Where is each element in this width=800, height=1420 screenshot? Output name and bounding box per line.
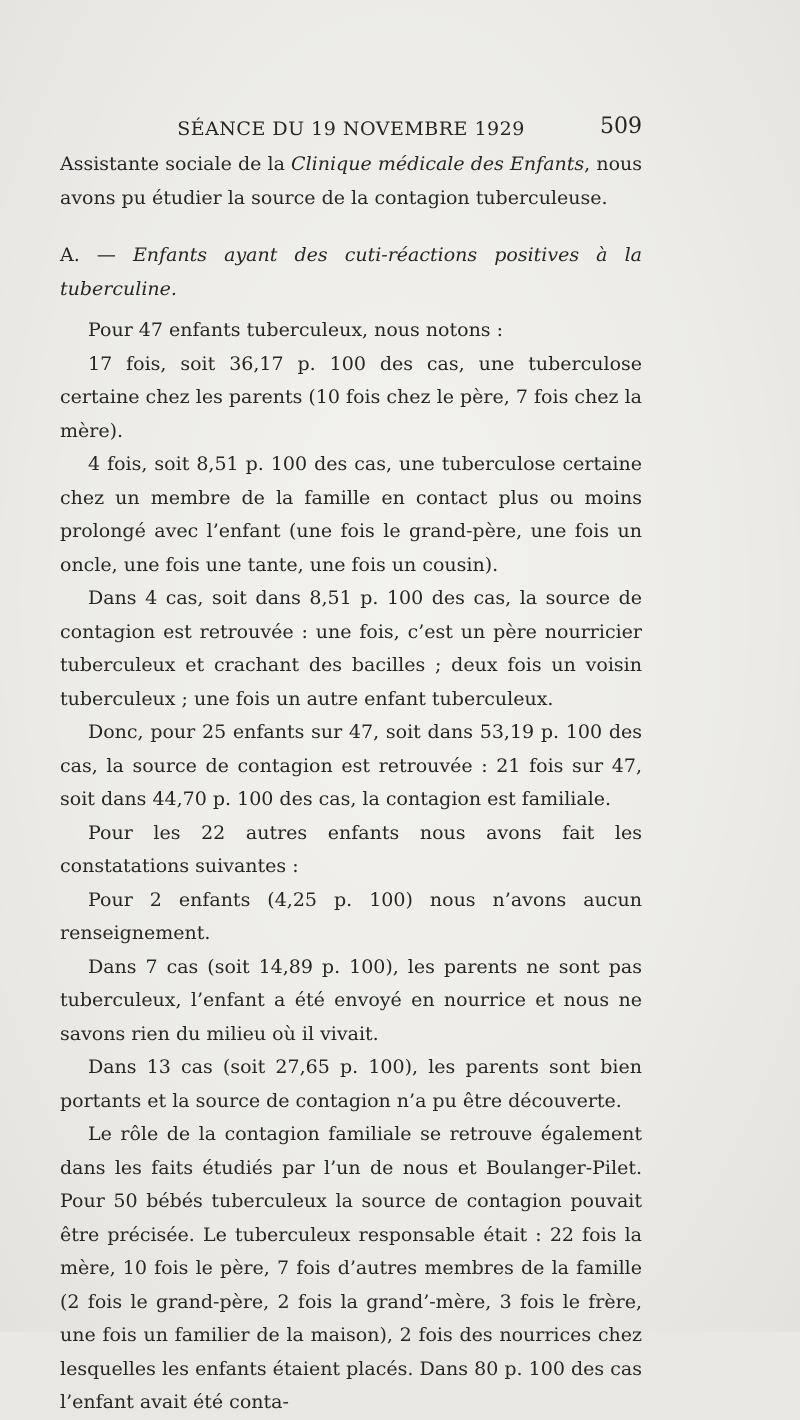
page-number: 509 — [600, 114, 642, 139]
paragraph-intro-text-start: Assistante sociale de la — [60, 153, 292, 175]
paragraph: Dans 4 cas, soit dans 8,51 p. 100 des cas, la source de contagion est retrouvée : une fois, c’est un père nourricier tuberculeux et crachant des bacilles ; deux fois un voisin tuberculeux ; une fois un autre enfant tuberculeux. — [60, 587, 642, 710]
paragraph: Pour 47 enfants tuberculeux, nous notons : — [88, 319, 504, 341]
paragraph: Dans 7 cas (soit 14,89 p. 100), les parents ne sont pas tuberculeux, l’enfant a été envoyé en nourrice et nous ne savons rien du milieu où il vivait. — [60, 955, 642, 1045]
paragraph: 17 fois, soit 36,17 p. 100 des cas, une tuberculose certaine chez les parents (10 fois chez le père, 7 fois chez la mère). — [60, 352, 642, 442]
paragraph: Donc, pour 25 enfants sur 47, soit dans 53,19 p. 100 des cas, la source de contagion est retrouvée : 21 fois sur 47, soit dans 44,70 p. 100 des cas, la contagion est familiale. — [60, 721, 642, 810]
paragraph: Pour 2 enfants (4,25 p. 100) nous n’avons aucun renseignement. — [60, 888, 642, 944]
paragraph: Pour les 22 autres enfants nous avons fait les constatations suivantes : — [60, 821, 642, 877]
paragraph: Dans 13 cas (soit 27,65 p. 100), les parents sont bien portants et la source de contagion n’a pu être découverte. — [60, 1056, 642, 1112]
section-heading-prefix: A. — — [60, 244, 133, 266]
paragraph-intro-text-end: , nous avons pu étudier la source de la contagion tuberculeuse. — [60, 153, 642, 209]
paragraph: 4 fois, soit 8,51 p. 100 des cas, une tuberculose certaine chez un membre de la famille en contact plus ou moins prolongé avec l’enfant (une fois le grand-père, une fois un oncle, une fois une tante, une fois un cousin). — [60, 453, 642, 576]
paragraph-intro — [60, 148, 642, 215]
paragraph: Le rôle de la contagion familiale se retrouve également dans les faits étudiés par l’un de nous et Boulanger-Pilet. Pour 50 bébés tuberculeux la source de contagion pouvait être précisée. Le tuberculeux responsable était : 22 fois la mère, 10 fois le père, 7 fois d’autres membres de la famille (2 fois le grand-père, 2 fois la grand’-mère, 3 fois le frère, une fois un familier de la maison), 2 fois des nourrices chez lesquelles les enfants étaient placés. Dans 80 p. 100 des cas l’enfant avait été conta- — [60, 1123, 642, 1413]
clinic-name: Clinique médicale des Enfants — [291, 153, 585, 175]
page-header — [60, 114, 642, 148]
section-heading — [60, 239, 642, 306]
running-head: SÉANCE DU 19 NOVEMBRE 1929 — [177, 118, 525, 140]
section-heading-title: Enfants ayant des cuti-réactions positives à la tuberculine. — [60, 244, 642, 300]
body-text — [60, 148, 642, 1420]
